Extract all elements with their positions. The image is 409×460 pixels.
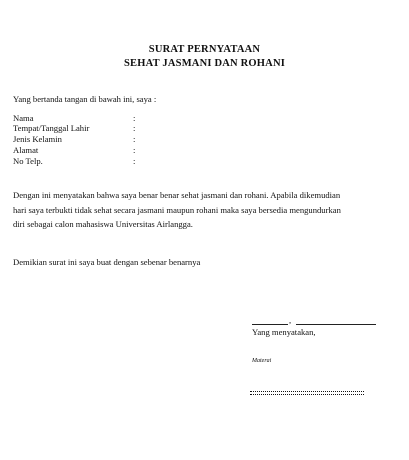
field-colon: :	[133, 156, 136, 166]
field-label: Tempat/Tanggal Lahir	[13, 123, 90, 133]
field-nama	[13, 113, 135, 123]
field-colon: :	[133, 123, 136, 133]
stamp-label: Materai	[252, 358, 272, 364]
statement-line: diri sebagai calon mahasiswa Universitas Airlangga.	[13, 219, 193, 229]
field-colon: :	[133, 134, 136, 144]
field-label: Nama	[13, 113, 34, 123]
date-blank	[296, 324, 376, 325]
field-label: Alamat	[13, 145, 39, 155]
field-tempat-tanggal-lahir	[13, 123, 135, 133]
statement-paragraph	[13, 188, 393, 232]
field-no-telp	[13, 156, 135, 166]
statement-line: hari saya terbukti tidak sehat secara jasmani maupun rohani maka saya bersedia mengundurkan	[13, 204, 341, 215]
signatory-label: Yang menyatakan,	[252, 327, 316, 337]
date-separator: ,	[289, 315, 292, 325]
field-colon: :	[133, 113, 136, 123]
signature-line	[250, 391, 364, 395]
closing-text: Demikian surat ini saya buat dengan sebenar benarnya	[13, 257, 201, 267]
field-jenis-kelamin	[13, 134, 135, 144]
intro-text: Yang bertanda tangan di bawah ini, saya :	[13, 94, 157, 104]
field-alamat	[13, 145, 135, 155]
field-colon: :	[133, 145, 136, 155]
field-label: Jenis Kelamin	[13, 134, 62, 144]
statement-line: Dengan ini menyatakan bahwa saya benar benar sehat jasmani dan rohani. Apabila dikemudian	[13, 190, 341, 200]
document-subtitle: SEHAT JASMANI DAN ROHANI	[123, 58, 286, 69]
place-blank	[252, 324, 288, 325]
field-label: No Telp.	[13, 156, 43, 166]
document-title: SURAT PERNYATAAN	[148, 44, 261, 55]
place-date-line	[252, 314, 376, 325]
